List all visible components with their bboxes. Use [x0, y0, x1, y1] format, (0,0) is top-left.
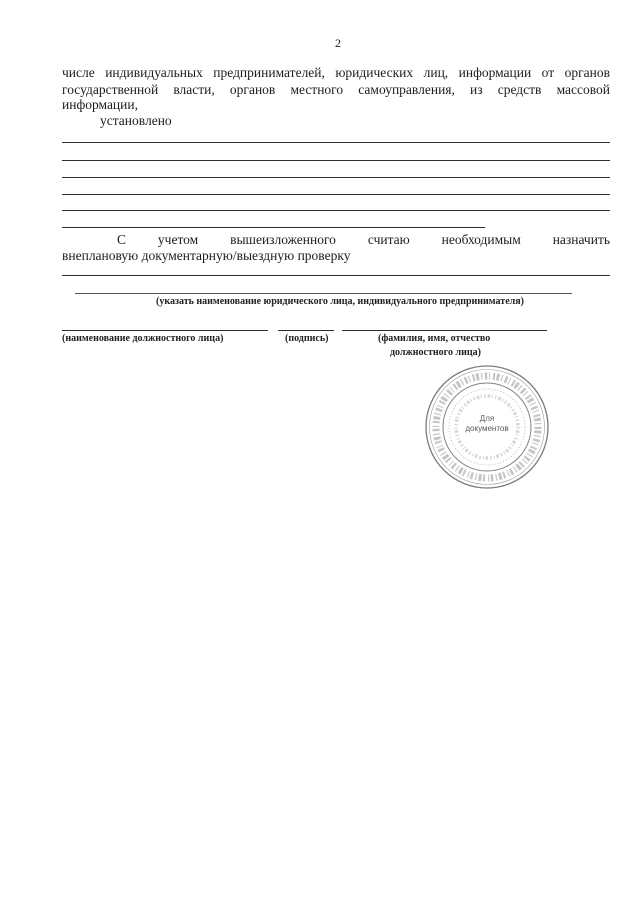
blank-fill-line — [62, 142, 610, 143]
decision-line-2: внеплановую документарную/выездную проверку — [62, 248, 351, 263]
blank-fill-line — [62, 227, 485, 228]
entity-caption: (указать наименование юридического лица, индивидуального предпринимателя) — [156, 296, 524, 307]
paragraph-line-3: информации, — [62, 97, 138, 112]
seal-inner-text-2: документов — [465, 424, 509, 433]
blank-fill-line — [62, 160, 610, 161]
blank-fill-line — [62, 210, 610, 211]
entity-fill-line — [62, 275, 610, 276]
paragraph-line-1: числе индивидуальных предпринимателей, юридических лиц, информации от органов — [62, 65, 610, 80]
seal-inner-text-1: Для — [479, 414, 495, 423]
page-number: 2 — [335, 36, 341, 50]
full-name-caption-line-1: (фамилия, имя, отчество — [378, 333, 491, 344]
position-fill-line — [62, 330, 268, 331]
round-seal-stamp — [422, 362, 552, 492]
position-caption: (наименование должностного лица) — [62, 333, 224, 344]
signature-caption: (подпись) — [285, 333, 329, 344]
decision-line-1: С учетом вышеизложенного считаю необходимым назначить — [117, 232, 610, 247]
blank-fill-line — [62, 194, 610, 195]
blank-fill-line — [62, 177, 610, 178]
established-label: установлено — [100, 113, 172, 128]
full-name-fill-line — [342, 330, 547, 331]
entity-fill-line — [75, 293, 572, 294]
signature-fill-line — [278, 330, 334, 331]
paragraph-line-2: государственной власти, органов местного самоуправления, из средств массовой — [62, 82, 610, 97]
full-name-caption-line-2: должностного лица) — [390, 347, 481, 358]
